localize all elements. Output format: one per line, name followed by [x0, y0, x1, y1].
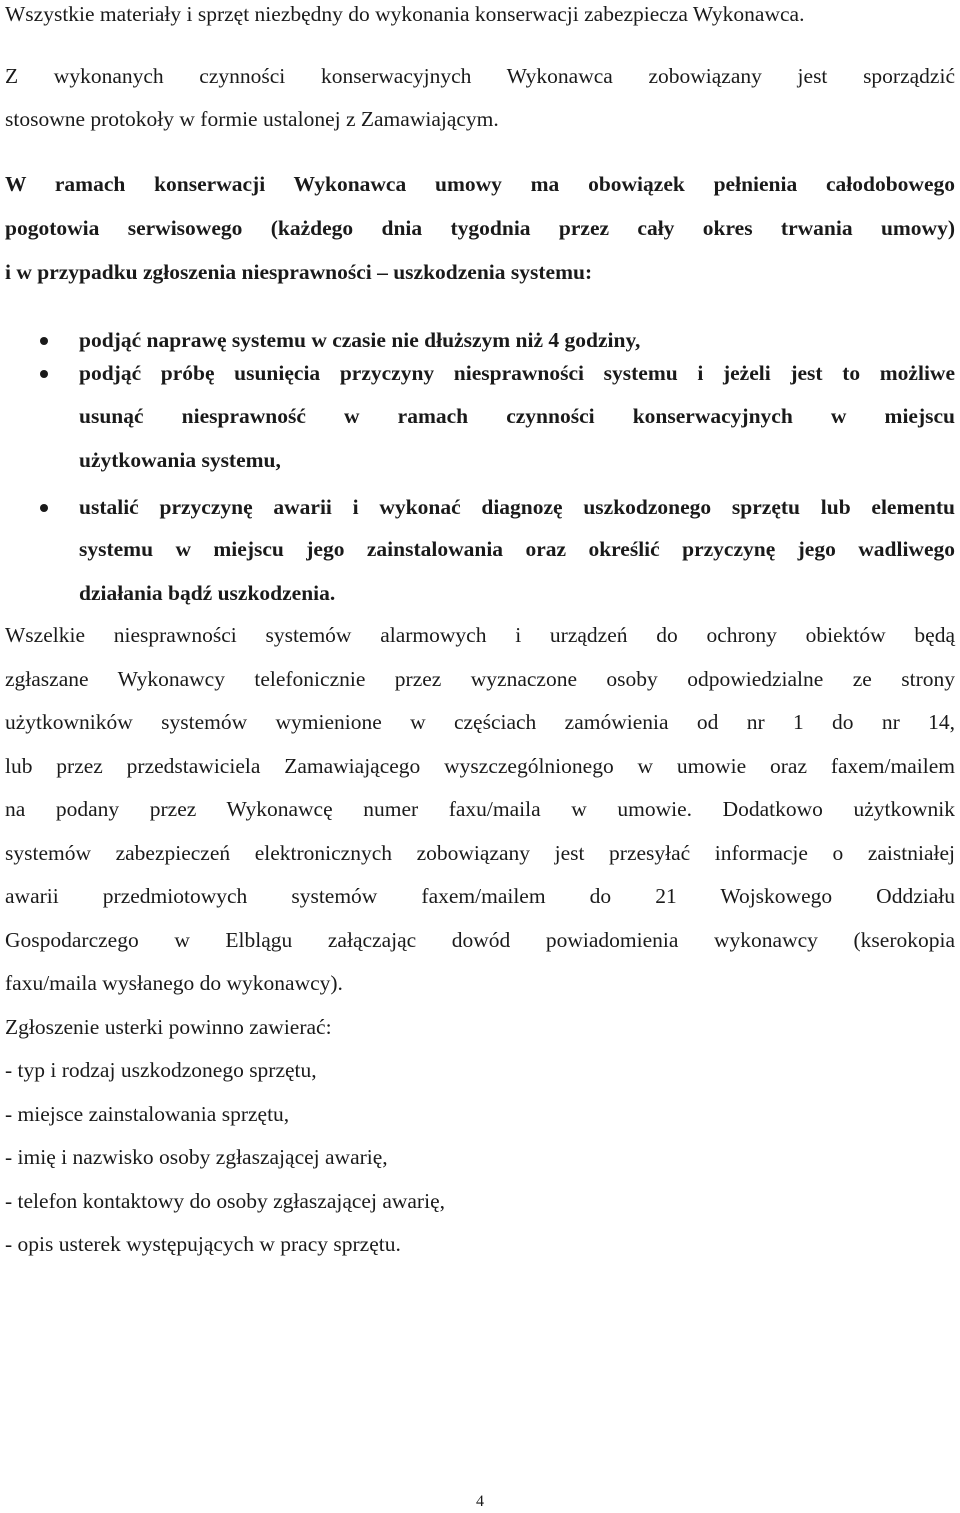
- bullet-3-line-1: ustalić przyczynę awarii i wykonać diagnozę uszkodzonego sprzętu lub elementu: [79, 495, 955, 519]
- paragraph-reporting-line-2: zgłaszane Wykonawcy telefonicznie przez wyznaczone osoby odpowiedzialne ze strony: [5, 667, 955, 691]
- paragraph-reporting-line-5: na podany przez Wykonawcę numer faxu/maila w umowie. Dodatkowo użytkownik: [5, 797, 955, 821]
- paragraph-protocols-line-2: stosowne protokoły w formie ustalonej z Zamawiającym.: [5, 107, 499, 131]
- paragraph-protocols-line-1: Z wykonanych czynności konserwacyjnych Wykonawca zobowiązany jest sporządzić: [5, 64, 955, 88]
- paragraph-reporting-line-4: lub przez przedstawiciela Zamawiającego wyszczególnionego w umowie oraz faxem/mailem: [5, 754, 955, 778]
- paragraph-materials: Wszystkie materiały i sprzęt niezbędny do wykonania konserwacji zabezpiecza Wykonawca.: [5, 2, 805, 26]
- bullet-2-line-1: podjąć próbę usunięcia przyczyny niesprawności systemu i jeżeli jest to możliwe: [79, 361, 955, 385]
- bullet-dot: [40, 504, 48, 512]
- bullet-2-line-3: użytkowania systemu,: [79, 448, 281, 472]
- bullet-3-line-2: systemu w miejscu jego zainstalowania oraz określić przyczynę jego wadliwego: [79, 537, 955, 561]
- paragraph-duty-line-2: pogotowia serwisowego (każdego dnia tygodnia przez cały okres trwania umowy): [5, 216, 955, 240]
- report-item: - opis usterek występujących w pracy sprzętu.: [5, 1232, 401, 1256]
- paragraph-duty-line-3: i w przypadku zgłoszenia niesprawności – uszkodzenia systemu:: [5, 260, 593, 284]
- bullet-2-line-2: usunąć niesprawność w ramach czynności konserwacyjnych w miejscu: [79, 404, 955, 428]
- bullet-3-line-3: działania bądź uszkodzenia.: [79, 581, 336, 605]
- report-item: - telefon kontaktowy do osoby zgłaszającej awarię,: [5, 1189, 445, 1213]
- report-heading: Zgłoszenie usterki powinno zawierać:: [5, 1015, 332, 1039]
- report-item: - imię i nazwisko osoby zgłaszającej awarię,: [5, 1145, 388, 1169]
- paragraph-reporting-line-8: Gospodarczego w Elblągu załączając dowód powiadomienia wykonawcy (kserokopia: [5, 928, 955, 952]
- paragraph-duty-line-1: W ramach konserwacji Wykonawca umowy ma obowiązek pełnienia całodobowego: [5, 172, 955, 196]
- paragraph-reporting-line-1: Wszelkie niesprawności systemów alarmowych i urządzeń do ochrony obiektów będą: [5, 623, 955, 647]
- paragraph-reporting-line-7: awarii przedmiotowych systemów faxem/mailem do 21 Wojskowego Oddziału: [5, 884, 955, 908]
- bullet-1-line-1: podjąć naprawę systemu w czasie nie dłuższym niż 4 godziny,: [79, 328, 641, 352]
- bullet-dot: [40, 337, 48, 345]
- page-number: 4: [476, 1493, 484, 1510]
- paragraph-reporting-line-6: systemów zabezpieczeń elektronicznych zobowiązany jest przesyłać informacje o zaistniałej: [5, 841, 955, 865]
- paragraph-reporting-line-9: faxu/maila wysłanego do wykonawcy).: [5, 971, 343, 995]
- report-item: - typ i rodzaj uszkodzonego sprzętu,: [5, 1058, 317, 1082]
- paragraph-reporting-line-3: użytkowników systemów wymienione w częściach zamówienia od nr 1 do nr 14,: [5, 710, 955, 734]
- bullet-dot: [40, 370, 48, 378]
- report-item: - miejsce zainstalowania sprzętu,: [5, 1102, 290, 1126]
